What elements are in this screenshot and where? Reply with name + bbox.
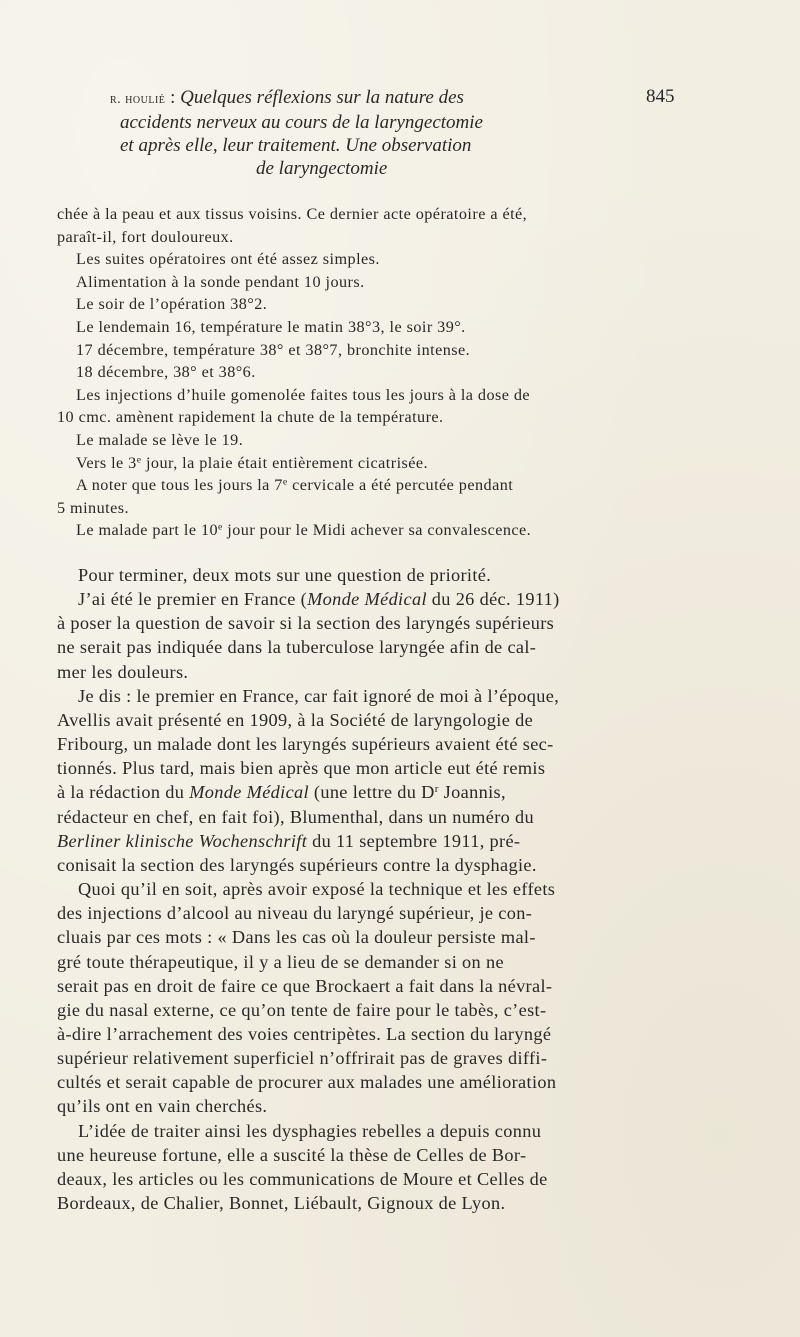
text-run: cervicale a été percutée pendant	[287, 476, 514, 495]
text-line: Les injections d’huile gomenolée faites tous les jours à la dose de	[76, 385, 531, 404]
text-line: gie du nasal externe, ce qu’on tente de faire pour le tabès, c’est-	[57, 999, 547, 1020]
text-run: A noter que tous les jours la 7	[76, 476, 283, 495]
text-line: Bordeaux, de Chalier, Bonnet, Liébault, Gignoux de Lyon.	[57, 1193, 506, 1214]
text-line: Les suites opératoires ont été assez simples.	[76, 250, 380, 269]
text-line	[57, 452, 677, 475]
superscript: r	[434, 783, 439, 796]
text-line: serait pas en droit de faire ce que Brockaert a fait dans la névral-	[57, 975, 553, 996]
text-run: du 26 déc. 1911)	[426, 589, 560, 610]
text-run: Joannis,	[438, 782, 506, 803]
text-line: à-dire l’arrachement des voies centripètes. La section du laryngé	[57, 1023, 552, 1044]
page-number: 845	[646, 86, 675, 107]
superscript: e	[136, 454, 142, 466]
text-line: Quoi qu’il en soit, après avoir exposé la technique et les effets	[78, 879, 556, 900]
text-line: deaux, les articles ou les communications de Moure et Celles de	[57, 1168, 548, 1189]
article-title-part-3: et après elle, leur traitement. Une observation	[120, 135, 472, 156]
text-run: jour, la plaie était entièrement cicatrisée.	[141, 453, 429, 472]
superscript: e	[218, 521, 223, 533]
priority-discussion	[57, 563, 697, 1215]
text-run: jour pour le Midi achever sa convalescence.	[222, 521, 532, 540]
text-line: rédacteur en chef, en fait foi), Blumenthal, dans un numéro du	[57, 806, 535, 827]
text-line: 10 cmc. amènent rapidement la chute de la température.	[57, 408, 444, 427]
text-line: Fribourg, un malade dont les laryngés supérieurs avaient été sec-	[57, 734, 554, 755]
text-line: mer les douleurs.	[57, 661, 189, 682]
article-title-part-4: de laryngectomie	[256, 158, 388, 179]
text-line: 17 décembre, température 38° et 38°7, bronchite intense.	[76, 340, 471, 359]
text-line: à poser la question de savoir si la section des laryngés supérieurs	[57, 613, 555, 634]
text-line: gré toute thérapeutique, il y a lieu de se demander si on ne	[57, 951, 504, 972]
author-name: r. houlié	[110, 92, 166, 107]
text-line: chée à la peau et aux tissus voisins. Ce dernier acte opératoire a été,	[57, 205, 528, 223]
text-line: des injections d’alcool au niveau du laryngé supérieur, je con-	[57, 903, 533, 924]
text-run: Le malade part le 10	[76, 521, 219, 540]
text-line: conisait la section des laryngés supérieurs contre la dysphagie.	[57, 854, 537, 875]
text-line: L’idée de traiter ainsi les dysphagies rebelles a depuis connu	[78, 1120, 542, 1141]
header-separator: :	[165, 87, 181, 108]
text-line: 18 décembre, 38° et 38°6.	[76, 363, 256, 382]
journal-title: Berliner klinische Wochenschrift	[57, 830, 308, 851]
text-line: cultés et serait capable de procurer aux malades une amélioration	[57, 1072, 557, 1093]
text-line: Avellis avait présenté en 1909, à la Société de laryngologie de	[57, 709, 534, 730]
text-run: J’ai été le premier en France (	[78, 589, 308, 610]
text-line: Le soir de l’opération 38°2.	[76, 295, 268, 314]
text-line: Alimentation à la sonde pendant 10 jours.	[76, 272, 365, 291]
text-line: qu’ils ont en vain cherchés.	[57, 1096, 268, 1117]
journal-title: Monde Médical	[307, 589, 427, 610]
header-line-1	[110, 86, 690, 111]
text-line: paraît-il, fort douloureux.	[57, 227, 234, 246]
text-line: cluais par ces mots : « Dans les cas où la douleur persiste mal-	[57, 927, 536, 948]
text-line: Je dis : le premier en France, car fait ignoré de moi à l’époque,	[78, 685, 560, 706]
superscript: e	[282, 476, 288, 488]
case-report	[57, 203, 677, 542]
running-header	[110, 86, 690, 180]
text-line: tionnés. Plus tard, mais bien après que mon article eut été remis	[57, 758, 546, 779]
article-title-part-1: Quelques réflexions sur la nature des	[180, 87, 464, 108]
journal-title: Monde Médical	[189, 782, 309, 803]
text-run: (une lettre du D	[308, 782, 435, 803]
article-title-part-2: accidents nerveux au cours de la laryngectomie	[120, 112, 483, 133]
text-line: Le lendemain 16, température le matin 38°3, le soir 39°.	[76, 317, 466, 336]
text-line: Le malade se lève le 19.	[76, 430, 244, 449]
text-line	[57, 474, 677, 497]
text-run: Vers le 3	[76, 453, 137, 472]
text-line	[57, 829, 697, 853]
text-line: 5 minutes.	[57, 498, 129, 517]
text-run: à la rédaction du	[57, 782, 190, 803]
text-line: supérieur relativement superficiel n’offrirait pas de graves diffi-	[57, 1048, 548, 1069]
text-line	[57, 780, 697, 804]
text-line: ne serait pas indiquée dans la tuberculose laryngée afin de cal-	[57, 637, 537, 658]
text-run: du 11 septembre 1911, pré-	[307, 830, 521, 851]
text-line	[57, 587, 697, 611]
text-line: une heureuse fortune, elle a suscité la thèse de Celles de Bor-	[57, 1144, 527, 1165]
text-line: Pour terminer, deux mots sur une question de priorité.	[78, 565, 492, 585]
text-line	[57, 519, 677, 542]
